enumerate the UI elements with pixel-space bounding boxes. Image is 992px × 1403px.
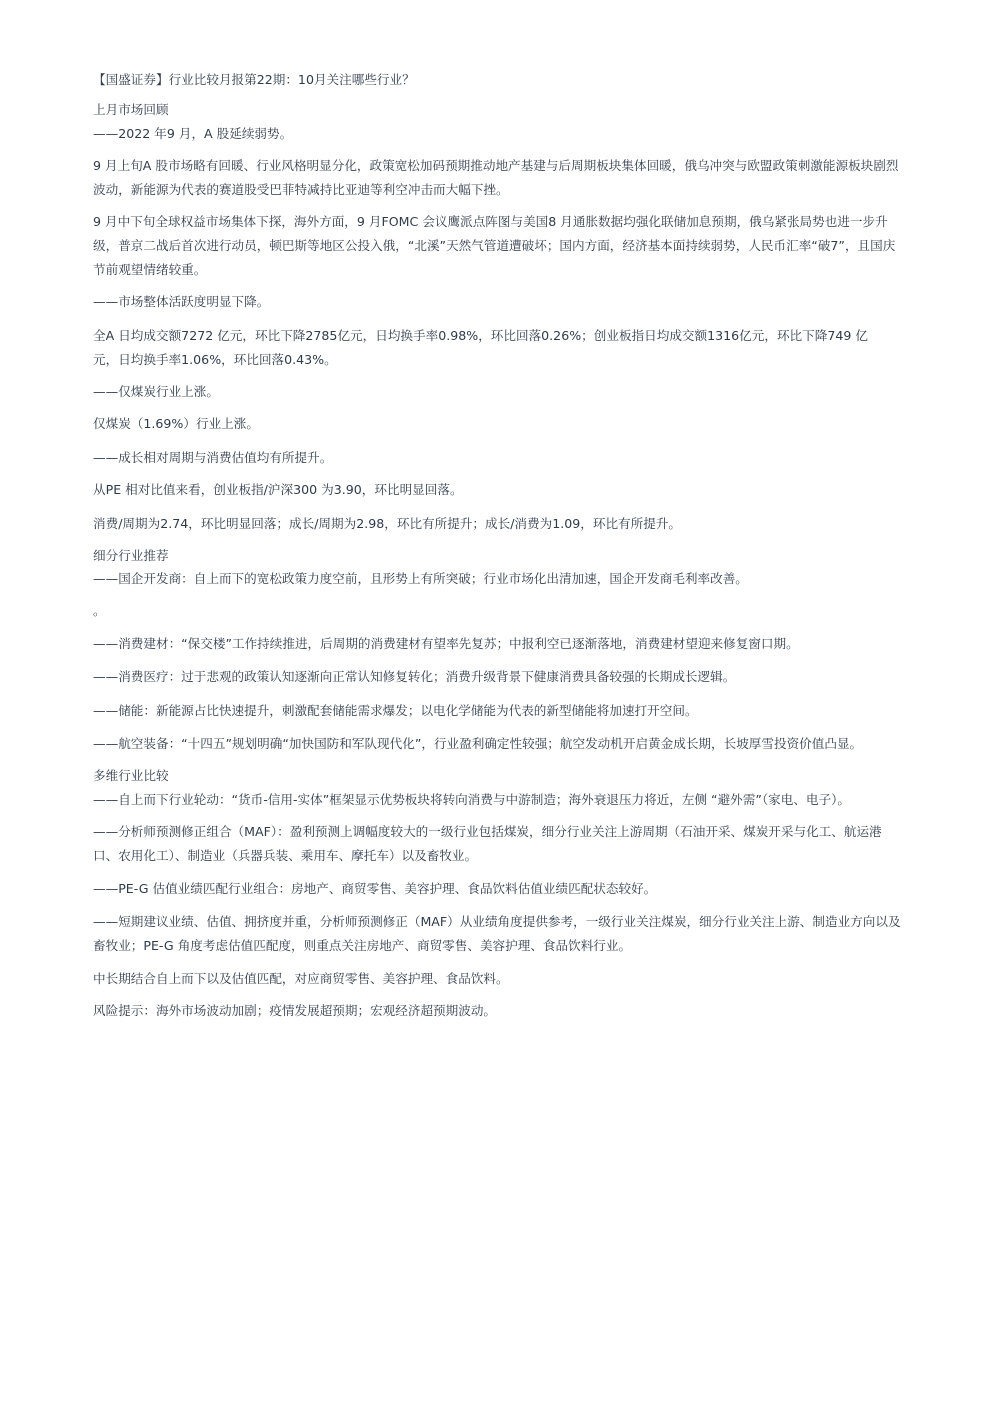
paragraph-line: 畜牧业；PE-G 角度考虑估值匹配度，则重点关注房地产、商贸零售、美容护理、食品饮料行业。 (93, 938, 632, 953)
subheading-valuation: ——成长相对周期与消费估值均有所提升。 (93, 450, 333, 465)
list-item: ——分析师预测修正组合（MAF）：盈利预测上调幅度较大的一级行业包括煤炭，细分行业关注上游周期（石油开采、煤炭开采与化工、航运港 (93, 824, 882, 839)
section-heading-recommend: 细分行业推荐 (93, 548, 169, 563)
paragraph-line: 节前观望情绪较重。 (93, 262, 207, 277)
paragraph-line: 元，日均换手率1.06%，环比回落0.43%。 (93, 352, 337, 367)
list-item: ——国企开发商：自上而下的宽松政策力度空前，且形势上有所突破；行业市场化出清加速，国企开发商毛利率改善。 (93, 571, 748, 586)
subheading-activity: ——市场整体活跃度明显下降。 (93, 294, 270, 309)
paragraph-line: 全A 日均成交额7272 亿元，环比下降2785亿元，日均换手率0.98%，环比回落0.26%；创业板指日均成交额1316亿元，环比下降749 亿 (93, 328, 868, 343)
document-title: 【国盛证券】行业比较月报第22期：10月关注哪些行业？ (93, 72, 415, 87)
paragraph-line: 级，普京二战后首次进行动员，顿巴斯等地区公投入俄，“北溪”天然气管道遭破坏；国内方面，经济基本面持续弱势，人民币汇率“破7”，且国庆 (93, 238, 896, 253)
paragraph-line: 波动，新能源为代表的赛道股受巴菲特减持比亚迪等利空冲击而大幅下挫。 (93, 182, 509, 197)
list-item: ——自上而下行业轮动：“货币-信用-实体”框架显示优势板块将转向消费与中游制造；海外衰退压力将近，左侧 “避外需”（家电、电子）。 (93, 792, 851, 807)
section-heading-review: 上月市场回顾 (93, 102, 169, 117)
paragraph-line: 中长期结合自上而下以及估值匹配，对应商贸零售、美容护理、食品饮料。 (93, 971, 509, 986)
paragraph-line: 9 月上旬A 股市场略有回暖、行业风格明显分化，政策宽松加码预期推动地产基建与后周期板块集体回暖，俄乌冲突与欧盟政策刺激能源板块剧烈 (93, 158, 899, 173)
paragraph-line: 。 (93, 603, 106, 618)
paragraph-line: 9 月中下旬全球权益市场集体下探，海外方面，9 月FOMC 会议鹰派点阵图与美国8 月通胀数据均强化联储加息预期，俄乌紧张局势也进一步升 (93, 214, 888, 229)
paragraph-line: 从PE 相对比值来看，创业板指/沪深300 为3.90，环比明显回落。 (93, 482, 463, 497)
list-item: ——储能：新能源占比快速提升，刺激配套储能需求爆发；以电化学储能为代表的新型储能将加速打开空间。 (93, 703, 698, 718)
list-item: ——航空装备：“十四五”规划明确“加快国防和军队现代化”，行业盈利确定性较强；航空发动机开启黄金成长期，长坡厚雪投资价值凸显。 (93, 736, 863, 751)
subheading-coal: ——仅煤炭行业上涨。 (93, 384, 219, 399)
list-item: ——PE-G 估值业绩匹配行业组合：房地产、商贸零售、美容护理、食品饮料估值业绩匹配状态较好。 (93, 881, 657, 896)
list-item: ——消费建材：“保交楼”工作持续推进，后周期的消费建材有望率先复苏；中报利空已逐渐落地，消费建材望迎来修复窗口期。 (93, 636, 799, 651)
paragraph-line: 口、农用化工）、制造业（兵器兵装、乘用车、摩托车）以及畜牧业。 (93, 848, 478, 863)
list-item: ——短期建议业绩、估值、拥挤度并重，分析师预测修正（MAF）从业绩角度提供参考，一级行业关注煤炭，细分行业关注上游、制造业方向以及 (93, 914, 901, 929)
subheading-weak-market: ——2022 年9 月，A 股延续弱势。 (93, 126, 293, 141)
section-heading-compare: 多维行业比较 (93, 768, 169, 783)
risk-warning: 风险提示：海外市场波动加剧；疫情发展超预期；宏观经济超预期波动。 (93, 1003, 496, 1018)
list-item: ——消费医疗：过于悲观的政策认知逐渐向正常认知修复转化；消费升级背景下健康消费具备较强的长期成长逻辑。 (93, 669, 736, 684)
paragraph-line: 仅煤炭（1.69%）行业上涨。 (93, 416, 259, 431)
paragraph-line: 消费/周期为2.74，环比明显回落；成长/周期为2.98，环比有所提升；成长/消费为1.09，环比有所提升。 (93, 516, 682, 531)
